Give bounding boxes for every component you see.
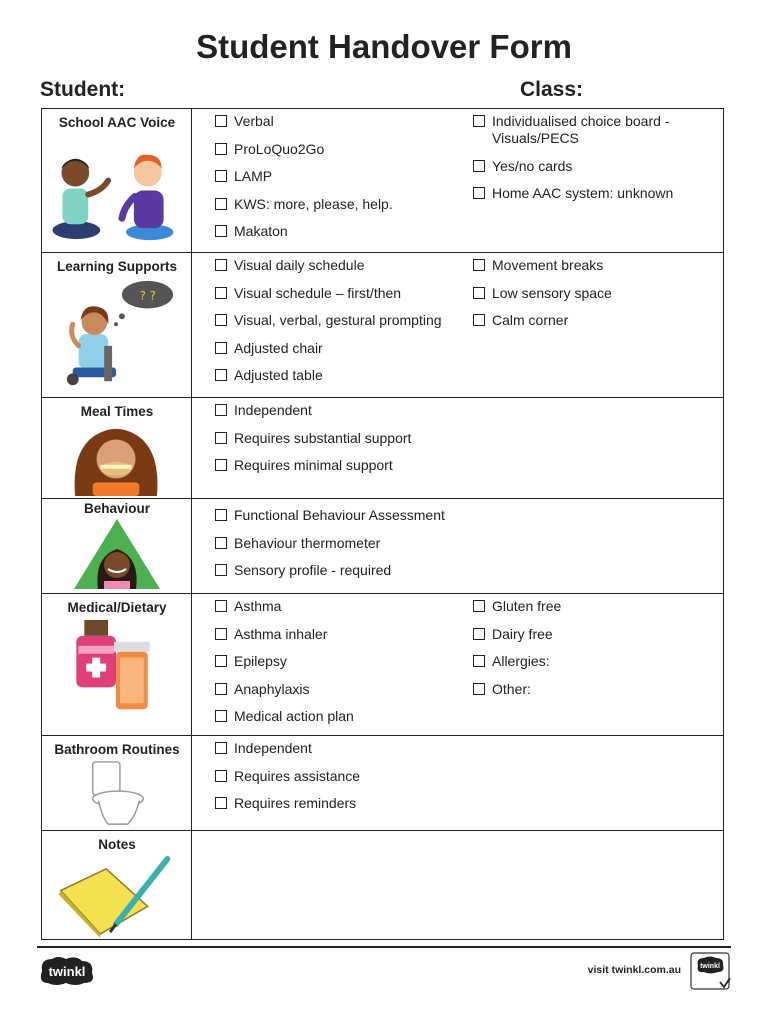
aac-options-right <box>473 113 713 213</box>
svg-text:twinkl: twinkl <box>700 963 720 970</box>
row-label-learning: Learning Supports <box>56 259 177 274</box>
option-checkbox[interactable]: Allergies: <box>473 653 713 670</box>
checkbox-icon[interactable] <box>215 143 227 155</box>
children-talking-icon <box>42 133 192 250</box>
checkbox-icon[interactable] <box>215 404 227 416</box>
aac-options-left <box>215 113 465 251</box>
option-checkbox[interactable]: Requires reminders <box>215 795 465 812</box>
option-checkbox[interactable]: Verbal <box>215 113 465 130</box>
checkbox-icon[interactable] <box>473 314 485 326</box>
checkbox-icon[interactable] <box>215 564 227 576</box>
checkbox-icon[interactable] <box>215 628 227 640</box>
option-checkbox[interactable]: Visual schedule – first/then <box>215 285 465 302</box>
checkbox-icon[interactable] <box>215 287 227 299</box>
checkbox-icon[interactable] <box>473 683 485 695</box>
row-label-aac: School AAC Voice <box>58 115 176 130</box>
quality-badge <box>690 952 732 992</box>
checkbox-icon[interactable] <box>473 259 485 271</box>
twinkl-logo <box>36 955 98 987</box>
row-label-notes: Notes <box>98 837 136 852</box>
checkbox-icon[interactable] <box>215 770 227 782</box>
row-label-meal: Meal Times <box>80 404 154 419</box>
checkbox-icon[interactable] <box>215 509 227 521</box>
checkbox-icon[interactable] <box>473 628 485 640</box>
medical-options-left <box>215 598 465 736</box>
checkbox-icon[interactable] <box>215 115 227 127</box>
row-label-cell <box>42 831 192 940</box>
student-label: Student: <box>40 78 126 101</box>
row-learning <box>42 253 723 398</box>
notepad-pen-icon <box>42 855 192 938</box>
option-checkbox[interactable]: Medical action plan <box>215 708 465 725</box>
option-checkbox[interactable]: LAMP <box>215 168 465 185</box>
row-label-cell <box>42 594 192 735</box>
option-checkbox[interactable]: Functional Behaviour Assessment <box>215 507 465 524</box>
footer-divider <box>37 946 731 948</box>
checkbox-icon[interactable] <box>473 160 485 172</box>
option-checkbox[interactable]: Asthma <box>215 598 465 615</box>
row-meal <box>42 398 723 499</box>
option-checkbox[interactable]: Independent <box>215 740 465 757</box>
option-checkbox[interactable]: Asthma inhaler <box>215 626 465 643</box>
class-label: Class: <box>520 78 584 101</box>
medical-options-right <box>473 598 713 708</box>
checkbox-icon[interactable] <box>473 655 485 667</box>
row-notes <box>42 831 723 940</box>
learning-options-left <box>215 257 465 395</box>
option-checkbox[interactable]: Requires assistance <box>215 768 465 785</box>
row-label-behaviour: Behaviour <box>83 501 151 516</box>
thinking-child-icon <box>42 277 192 395</box>
checkbox-icon[interactable] <box>215 537 227 549</box>
option-checkbox[interactable]: Requires minimal support <box>215 457 465 474</box>
checkbox-icon[interactable] <box>215 710 227 722</box>
option-checkbox[interactable]: Yes/no cards <box>473 158 713 175</box>
option-checkbox[interactable]: Low sensory space <box>473 285 713 302</box>
checkbox-icon[interactable] <box>215 742 227 754</box>
meal-options <box>215 402 465 485</box>
checkbox-icon[interactable] <box>215 225 227 237</box>
row-label-cell <box>42 736 192 830</box>
child-eating-icon <box>42 422 192 496</box>
checkbox-icon[interactable] <box>473 287 485 299</box>
checkbox-icon[interactable] <box>473 115 485 127</box>
row-label-bathroom: Bathroom Routines <box>54 742 180 757</box>
option-checkbox[interactable]: Calm corner <box>473 312 713 329</box>
option-checkbox[interactable]: Other: <box>473 681 713 698</box>
option-checkbox[interactable]: Movement breaks <box>473 257 713 274</box>
page-title: Student Handover Form <box>196 28 572 65</box>
option-checkbox[interactable]: Makaton <box>215 223 465 240</box>
row-behaviour <box>42 499 723 594</box>
option-checkbox[interactable]: Sensory profile - required <box>215 562 465 579</box>
option-checkbox[interactable]: Anaphylaxis <box>215 681 465 698</box>
row-aac <box>42 109 723 253</box>
notes-area[interactable] <box>193 831 723 940</box>
svg-text:? ?: ? ? <box>139 288 156 303</box>
checkbox-icon[interactable] <box>215 683 227 695</box>
option-checkbox[interactable]: KWS: more, please, help. <box>215 196 465 213</box>
checkbox-icon[interactable] <box>473 187 485 199</box>
behaviour-options <box>215 507 465 590</box>
medicine-bottles-icon <box>42 618 192 733</box>
option-checkbox[interactable]: Independent <box>215 402 465 419</box>
option-checkbox[interactable]: Epilepsy <box>215 653 465 670</box>
option-checkbox[interactable]: Behaviour thermometer <box>215 535 465 552</box>
option-checkbox[interactable]: Gluten free <box>473 598 713 615</box>
row-label-cell <box>42 109 192 252</box>
footer-link[interactable]: visit twinkl.com.au <box>587 964 681 976</box>
row-medical <box>42 594 723 736</box>
option-checkbox[interactable]: Visual, verbal, gestural prompting <box>215 312 465 329</box>
option-checkbox[interactable]: Adjusted table <box>215 367 465 384</box>
toilet-icon <box>42 760 192 828</box>
option-checkbox[interactable]: Adjusted chair <box>215 340 465 357</box>
option-checkbox[interactable]: Requires substantial support <box>215 430 465 447</box>
row-label-cell <box>42 499 192 593</box>
bathroom-options <box>215 740 465 823</box>
checkbox-icon[interactable] <box>473 600 485 612</box>
row-label-cell <box>42 253 192 397</box>
child-triangle-icon <box>42 517 192 591</box>
checkbox-icon[interactable] <box>215 198 227 210</box>
learning-options-right <box>473 257 713 340</box>
svg-text:twinkl: twinkl <box>48 964 86 979</box>
checkbox-icon[interactable] <box>215 342 227 354</box>
checkbox-icon[interactable] <box>215 314 227 326</box>
option-checkbox[interactable]: ProLoQuo2Go <box>215 141 465 158</box>
checkbox-icon[interactable] <box>215 259 227 271</box>
row-label-cell <box>42 398 192 498</box>
checkbox-icon[interactable] <box>215 600 227 612</box>
checkbox-icon[interactable] <box>215 797 227 809</box>
checkbox-icon[interactable] <box>215 369 227 381</box>
handover-table <box>41 108 724 940</box>
checkbox-icon[interactable] <box>215 459 227 471</box>
option-checkbox[interactable]: Individualised choice board - Visuals/PECS <box>473 113 713 147</box>
option-checkbox[interactable]: Dairy free <box>473 626 713 643</box>
checkbox-icon[interactable] <box>215 655 227 667</box>
option-checkbox[interactable]: Visual daily schedule <box>215 257 465 274</box>
row-bathroom <box>42 736 723 831</box>
checkbox-icon[interactable] <box>215 170 227 182</box>
checkbox-icon[interactable] <box>215 432 227 444</box>
option-checkbox[interactable]: Home AAC system: unknown <box>473 185 713 202</box>
row-label-medical: Medical/Dietary <box>67 600 167 615</box>
